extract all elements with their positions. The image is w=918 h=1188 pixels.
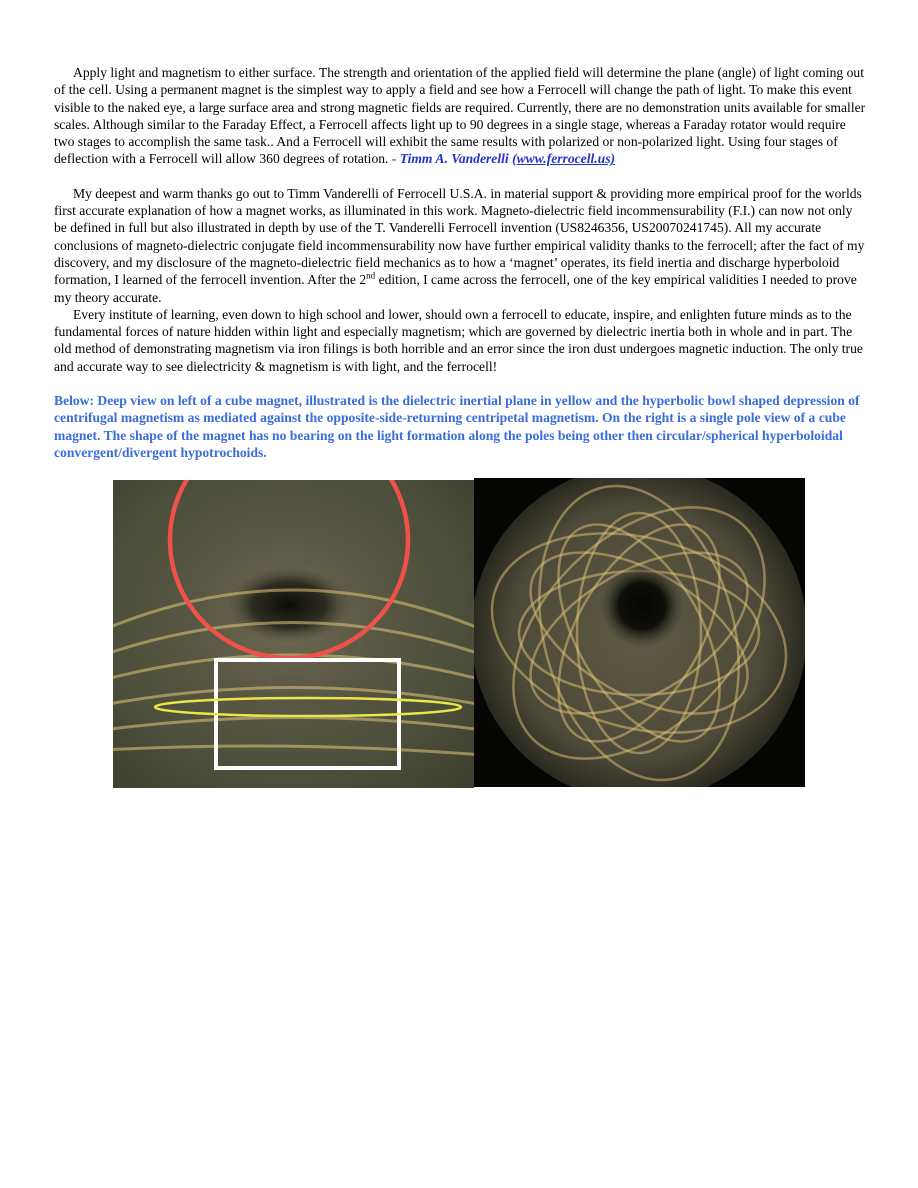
ferrocell-link[interactable]: www.ferrocell.us) (516, 151, 616, 167)
cube-magnet-deep-view-image (113, 480, 474, 788)
paragraph-ferrocell-description (54, 64, 866, 168)
document-page (54, 64, 866, 461)
paragraph-thanks: My deepest and warm thanks go out to Timm Vanderelli of Ferrocell U.S.A. in material support & providing more empirical proof for the worlds first accurate explanation of how a magnet works, as illuminated in this work. Magneto-dielectric field incommensurability (F.I.) can now not only be defined in full but also illustrated in depth by use of the T. Vanderelli Ferrocell invention (US8246356, US20070241745). All my accurate conclusions of magneto-dielectric conjugate field incommensurability now have further empirical validity thanks to the ferrocell; after the fact of my discovery, and my disclosure of the magneto-dielectric field mechanics as to how a ‘magnet’ operates, its field inertia and discharge hyperboloid formation, I learned of the ferrocell invention. After the 2nd edition, I came across the ferrocell, one of the key empirical validities I needed to prove my theory accurate. (54, 185, 865, 305)
paragraph-education: Every institute of learning, even down to high school and lower, should own a ferrocell to educate, inspire, and enlighten future minds as to the fundamental forces of nature hidden within light and especially magnetism; which are governed by dielectric inertia both in whole and in part. The old method of demonstrating magnetism via iron filings is both horrible and an error since the iron dust undergoes magnetic induction. The only true and accurate way to see dielectricity & magnetism is with light, and the ferrocell! (54, 306, 863, 374)
cube-magnet-pole-view-image (474, 478, 805, 787)
attribution: - Timm A. Vanderelli (www.ferrocell.us) (391, 151, 616, 167)
yellow-dielectric-plane (155, 698, 461, 716)
superscript: nd (366, 270, 376, 281)
figure-caption: Below: Deep view on left of a cube magnet, illustrated is the dielectric inertial plane in yellow and the hyperbolic bowl shaped depression of centrifugal magnetism as mediated against the opposite-side-returning centripetal magnetism. On the right is a single pole view of a cube magnet. The shape of the magnet has no bearing on the light formation along the poles being other then circular/spherical hyperboloidal convergent/divergent hypotrochoids. (54, 393, 860, 460)
paragraph-text: Apply light and magnetism to either surface. The strength and orientation of the applied field will determine the plane (angle) of light coming out of the cell. Using a permanent magnet is the simplest way to apply a field and see how a Ferrocell will change the path of light. To make this event visible to the naked eye, a large surface area and strong magnetic fields are required. Currently, there are no demonstration units available for smaller scales. Although similar to the Faraday Effect, a Ferrocell affects light up to 90 degrees in a single stage, whereas a Faraday rotator would require two stages to accomplish the same task.. And a Ferrocell will exhibit the same results with polarized or non-polarized light. Using four stages of deflection with a Ferrocell will allow 360 degrees of rotation. (54, 65, 866, 167)
magnetic-pole-core (600, 564, 684, 648)
ferrocell-figure (113, 478, 805, 788)
bowl-depression (227, 567, 351, 643)
